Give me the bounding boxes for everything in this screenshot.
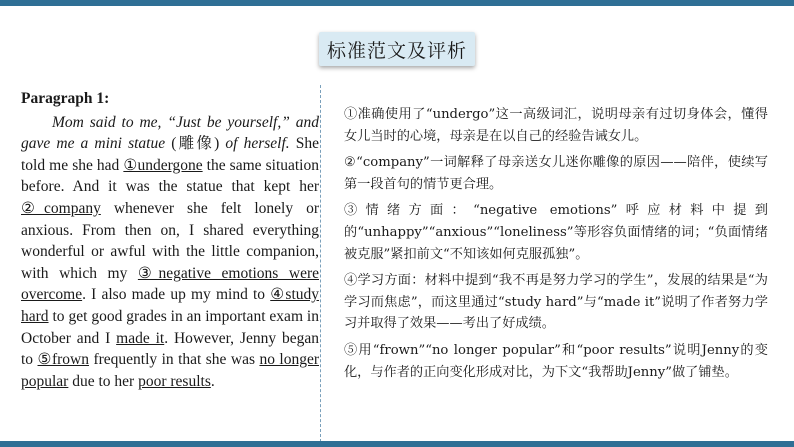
column-divider [320,85,321,447]
comment-3: ③情绪方面：“negative emotions”呼应材料中提到的“unhappy”“anxious”“loneliness”等形容负面情绪的词；“负面情绪被克服”紧扣前文“不知该如何克服孤独”。 [344,203,768,262]
annotated-word-2: ②company [21,199,101,217]
top-accent-bar [0,0,794,6]
essay-segment: whenever she felt lonely or anxious. From then on, I shared everything wonderful or awful with the little companion, with which my [21,199,319,282]
essay-segment: She told me she had [21,135,320,174]
essay-segment: . I also made up my mind to [82,286,271,304]
underlined-phrase: made it [116,329,165,347]
comment-1: ①准确使用了“undergo”这一高级词汇，说明母亲有过切身体会，懂得女儿当时的心境，母亲是在以自己的经验告诫女儿。 [344,107,768,144]
essay-paragraph [21,112,319,393]
essay-segment: (雕像) [165,135,226,153]
essay-segment: Mom said to me, “Just be yourself,” and gave me a mini statue [21,113,319,153]
comment-4: ④学习方面：材料中提到“我不再是努力学习的学生”，发展的结果是“为学习而焦虑”，而这里通过“study hard”与“made it”说明了作者努力学习并取得了效果——考出了好成绩。 [344,273,768,332]
annotated-word-4: ④study hard [21,286,320,325]
essay-segment: . [210,372,215,390]
comment-2: ②“company”一词解释了母亲送女儿迷你雕像的原因——陪伴，使续写第一段首句的情节更合理。 [344,155,768,192]
essay-segment: . However, Jenny began to [21,329,319,369]
page-title [319,32,475,66]
annotated-word-5: ⑤frown [37,351,89,369]
underlined-phrase: poor results [138,372,211,390]
page-title-text: 标准范文及评析 [326,39,467,62]
comment-5: ⑤用“frown”“no longer popular”和“poor results”说明Jenny的变化，与作者的正向变化形成对比，为下文“我帮助Jenny”做了铺垫。 [344,342,768,380]
essay-segment: due to her [68,372,139,390]
essay-segment: of herself. [225,135,290,153]
underlined-phrase: no longer popular [21,351,319,390]
essay-segment: the same situation before. And it was the statue that kept her [21,156,319,196]
essay-segment: to get good grades in an important exam in October and I [21,307,319,347]
essay-segment: frequently in that she was [89,351,260,369]
essay-column [21,88,319,392]
paragraph-heading: Paragraph 1: [21,90,110,107]
commentary-column [344,104,768,388]
bottom-accent-bar [0,441,794,447]
annotated-word-3: ③negative emotions were overcome [21,264,319,304]
annotated-word-1: ①undergone [123,156,203,174]
